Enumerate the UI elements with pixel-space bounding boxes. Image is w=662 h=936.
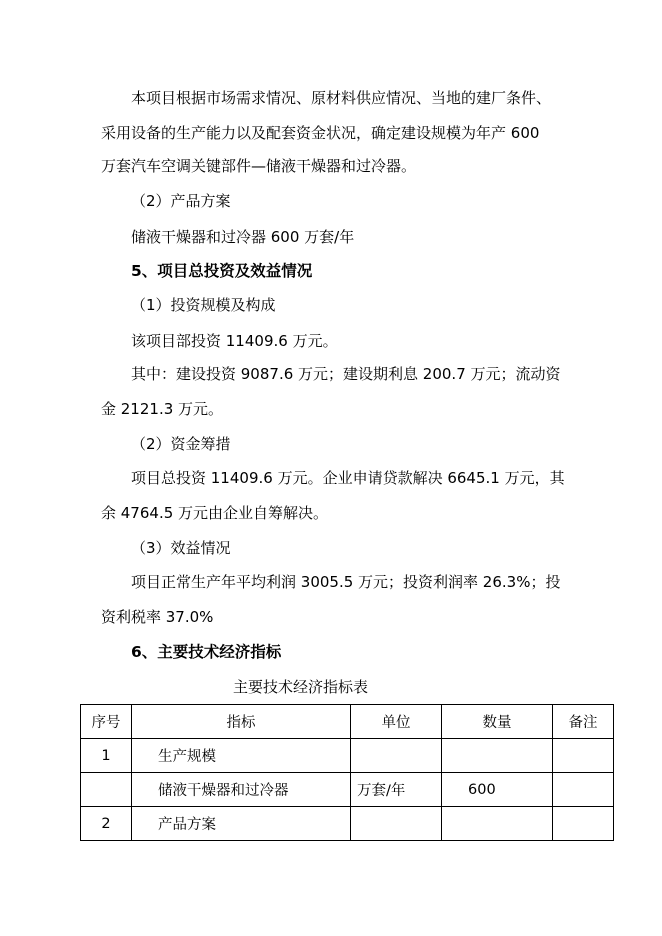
cell-unit xyxy=(351,807,442,841)
cell-quantity: 600 xyxy=(442,773,553,807)
section-subheading: （2）资金筹措 xyxy=(131,435,231,453)
cell-seq: 2 xyxy=(81,807,132,841)
body-paragraph-line: 其中：建设投资 9087.6 万元；建设期利息 200.7 万元；流动资 xyxy=(131,365,561,383)
body-paragraph-line: 余 4764.5 万元由企业自筹解决。 xyxy=(101,504,329,522)
body-paragraph-line: 万套汽车空调关键部件—储液干燥器和过冷器。 xyxy=(101,157,417,175)
table-caption: 主要技术经济指标表 xyxy=(233,678,369,696)
body-paragraph-line: 项目正常生产年平均利润 3005.5 万元；投资利润率 26.3%；投 xyxy=(131,573,561,591)
indicator-table xyxy=(80,704,614,841)
header-quantity: 数量 xyxy=(442,705,553,739)
body-paragraph-line: 本项目根据市场需求情况、原材料供应情况、当地的建厂条件、 xyxy=(131,89,552,107)
cell-unit: 万套/年 xyxy=(351,773,442,807)
section-subheading: （3）效益情况 xyxy=(131,539,231,557)
cell-seq: 1 xyxy=(81,739,132,773)
header-indicator: 指标 xyxy=(132,705,351,739)
body-paragraph-line: 该项目部投资 11409.6 万元。 xyxy=(131,332,338,350)
table-row xyxy=(81,739,614,773)
header-unit: 单位 xyxy=(351,705,442,739)
body-paragraph-line: 项目总投资 11409.6 万元。企业申请贷款解决 6645.1 万元，其 xyxy=(131,469,565,487)
section-subheading: （2）产品方案 xyxy=(131,192,231,210)
cell-indicator: 储液干燥器和过冷器 xyxy=(132,773,351,807)
cell-remark xyxy=(553,773,614,807)
header-seq: 序号 xyxy=(81,705,132,739)
table-header-row xyxy=(81,705,614,739)
cell-quantity xyxy=(442,807,553,841)
cell-seq xyxy=(81,773,132,807)
table-row xyxy=(81,773,614,807)
body-paragraph-line: 采用设备的生产能力以及配套资金状况，确定建设规模为年产 600 xyxy=(101,124,540,142)
cell-unit xyxy=(351,739,442,773)
cell-remark xyxy=(553,739,614,773)
section-heading: 6、主要技术经济指标 xyxy=(131,643,282,661)
cell-indicator: 产品方案 xyxy=(132,807,351,841)
body-paragraph-line: 储液干燥器和过冷器 600 万套/年 xyxy=(131,228,355,246)
table-row xyxy=(81,807,614,841)
cell-remark xyxy=(553,807,614,841)
header-remark: 备注 xyxy=(553,705,614,739)
body-paragraph-line: 资利税率 37.0% xyxy=(101,608,214,626)
cell-quantity xyxy=(442,739,553,773)
section-subheading: （1）投资规模及构成 xyxy=(131,296,276,314)
section-heading: 5、项目总投资及效益情况 xyxy=(131,262,313,280)
body-paragraph-line: 金 2121.3 万元。 xyxy=(101,400,224,418)
cell-indicator: 生产规模 xyxy=(132,739,351,773)
